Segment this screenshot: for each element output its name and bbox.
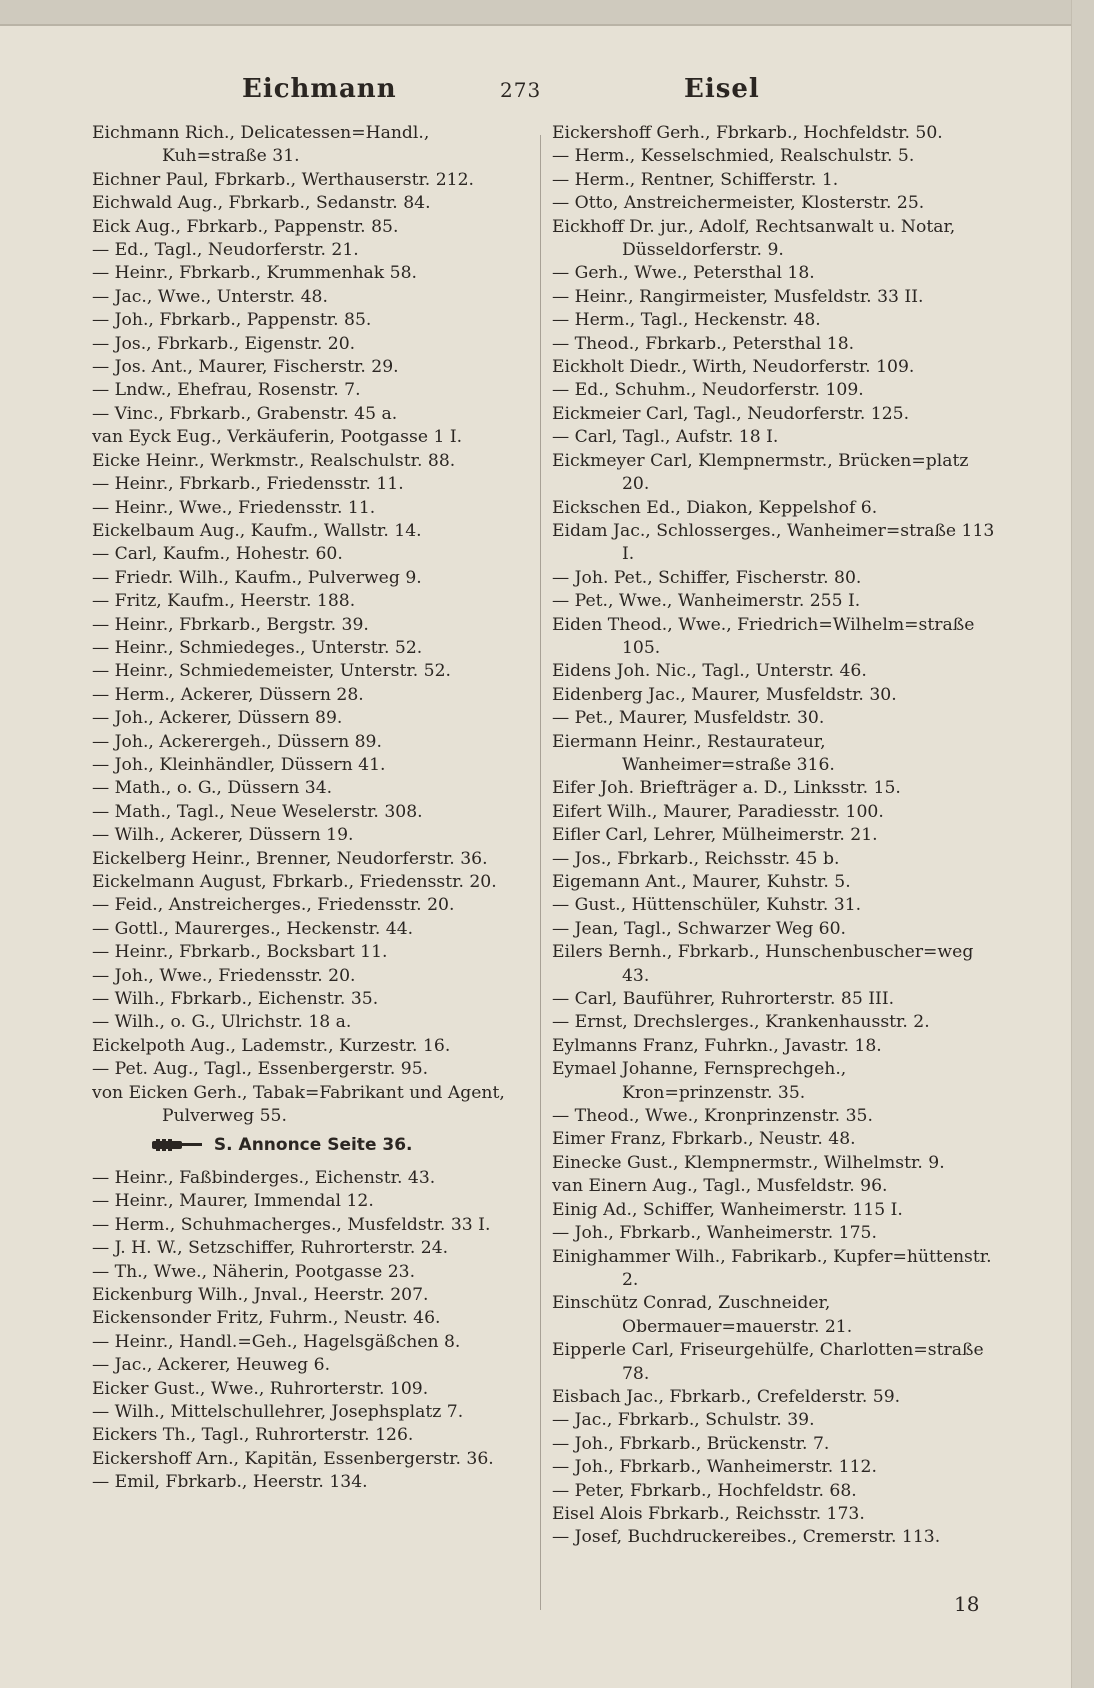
pointing-hand-icon xyxy=(152,1139,204,1151)
directory-entry: — Gottl., Maurerges., Heckenstr. 44. xyxy=(92,918,414,939)
directory-entry: — Joh., Wwe., Friedensstr. 20. xyxy=(92,965,356,986)
directory-entry: — Theod., Wwe., Kronprinzenstr. 35. xyxy=(552,1106,873,1127)
directory-entry: — Jos. Ant., Maurer, Fischerstr. 29. xyxy=(92,357,399,378)
directory-entry: — Herm., Rentner, Schifferstr. 1. xyxy=(552,169,839,190)
directory-entry: — Heinr., Schmiedemeister, Unterstr. 52. xyxy=(92,661,451,682)
directory-entry: Eidens Joh. Nic., Tagl., Unterstr. 46. xyxy=(552,661,867,682)
directory-entry: Eidam Jac., Schlosserges., Wanheimer=straße 113 I. xyxy=(552,520,995,565)
directory-entry: — Joh., Fbrkarb., Wanheimerstr. 175. xyxy=(552,1223,877,1244)
directory-entry: — Wilh., o. G., Ulrichstr. 18 a. xyxy=(92,1012,352,1033)
directory-entry: — Heinr., Maurer, Immendal 12. xyxy=(92,1191,374,1212)
directory-entry: Einig Ad., Schiffer, Wanheimerstr. 115 I. xyxy=(552,1199,903,1220)
directory-entry: von Eicken Gerh., Tabak=Fabrikant und Agent, Pulverweg 55. xyxy=(92,1082,505,1127)
directory-entry: — Jac., Wwe., Unterstr. 48. xyxy=(92,286,328,307)
directory-entry: Eichmann Rich., Delicatessen=Handl., Kuh=straße 31. xyxy=(92,123,430,167)
directory-entry: Einecke Gust., Klempnermstr., Wilhelmstr. 9. xyxy=(552,1152,945,1173)
directory-entry: Eickschen Ed., Diakon, Keppelshof 6. xyxy=(552,497,878,518)
directory-entry: — Jos., Fbrkarb., Eigenstr. 20. xyxy=(92,333,356,354)
left-entry-list xyxy=(92,122,522,1128)
directory-entry: — Fritz, Kaufm., Heerstr. 188. xyxy=(92,591,356,612)
directory-entry: — Feid., Anstreicherges., Friedensstr. 20. xyxy=(92,895,455,916)
directory-entry: Eickelbaum Aug., Kaufm., Wallstr. 14. xyxy=(92,520,422,541)
directory-entry: — Herm., Kesselschmied, Realschulstr. 5. xyxy=(552,146,915,167)
directory-entry: Eimer Franz, Fbrkarb., Neustr. 48. xyxy=(552,1129,856,1150)
directory-entry: — Emil, Fbrkarb., Heerstr. 134. xyxy=(92,1472,368,1493)
directory-entry: Eifer Joh. Briefträger a. D., Linksstr. 15. xyxy=(552,778,901,799)
directory-entry: — Heinr., Fbrkarb., Krummenhak 58. xyxy=(92,263,418,284)
directory-entry: — Pet., Maurer, Musfeldstr. 30. xyxy=(552,708,825,729)
directory-entry: Eifler Carl, Lehrer, Mülheimerstr. 21. xyxy=(552,825,878,846)
directory-entry: — Heinr., Rangirmeister, Musfeldstr. 33 II. xyxy=(552,286,924,307)
directory-entry: — Wilh., Fbrkarb., Eichenstr. 35. xyxy=(92,989,379,1010)
directory-entry: — Carl, Tagl., Aufstr. 18 I. xyxy=(552,427,779,448)
directory-entry: — Ed., Schuhm., Neudorferstr. 109. xyxy=(552,380,864,401)
directory-entry: Eilers Bernh., Fbrkarb., Hunschenbuscher=weg 43. xyxy=(552,942,974,986)
column-divider xyxy=(540,135,541,1610)
directory-entry: — Vinc., Fbrkarb., Grabenstr. 45 a. xyxy=(92,403,398,424)
directory-entry: — Heinr., Handl.=Geh., Hagelsgäßchen 8. xyxy=(92,1331,461,1352)
directory-entry: — Heinr., Schmiedeges., Unterstr. 52. xyxy=(92,637,423,658)
directory-entry: — Jean, Tagl., Schwarzer Weg 60. xyxy=(552,918,847,939)
directory-entry: — Joh., Fbrkarb., Wanheimerstr. 112. xyxy=(552,1457,877,1478)
directory-entry: — Gust., Hüttenschüler, Kuhstr. 31. xyxy=(552,895,862,916)
directory-entry: — Heinr., Faßbinderges., Eichenstr. 43. xyxy=(92,1167,436,1188)
page-right-edge xyxy=(1071,0,1094,1688)
directory-entry: Eickers Th., Tagl., Ruhrorterstr. 126. xyxy=(92,1425,414,1446)
directory-entry: — Wilh., Mittelschullehrer, Josephsplatz 7. xyxy=(92,1401,464,1422)
directory-entry: — Joh. Pet., Schiffer, Fischerstr. 80. xyxy=(552,567,862,588)
directory-entry: Eickershoff Gerh., Fbrkarb., Hochfeldstr. 50. xyxy=(552,123,943,143)
directory-entry: — Ernst, Drechslerges., Krankenhausstr. 2. xyxy=(552,1012,930,1033)
page-top-edge xyxy=(0,0,1094,26)
directory-entry: — J. H. W., Setzschiffer, Ruhrorterstr. 24. xyxy=(92,1238,449,1259)
header-left-catchword: Eichmann xyxy=(242,74,397,104)
directory-entry: — Josef, Buchdruckereibes., Cremerstr. 113. xyxy=(552,1527,941,1548)
directory-entry: Eichwald Aug., Fbrkarb., Sedanstr. 84. xyxy=(92,193,431,214)
left-entry-list-after xyxy=(92,1167,522,1495)
directory-entry: Eisbach Jac., Fbrkarb., Crefelderstr. 59. xyxy=(552,1386,901,1407)
directory-entry: Eickelpoth Aug., Lademstr., Kurzestr. 16. xyxy=(92,1035,451,1056)
directory-entry: — Otto, Anstreichermeister, Klosterstr. 25. xyxy=(552,193,925,214)
left-column xyxy=(92,122,522,1592)
directory-entry: — Herm., Tagl., Heckenstr. 48. xyxy=(552,310,821,331)
directory-entry: — Lndw., Ehefrau, Rosenstr. 7. xyxy=(92,380,361,401)
directory-entry: — Joh., Kleinhändler, Düssern 41. xyxy=(92,754,386,775)
directory-entry: Eylmanns Franz, Fuhrkn., Javastr. 18. xyxy=(552,1035,882,1056)
directory-entry: — Jos., Fbrkarb., Reichsstr. 45 b. xyxy=(552,848,840,869)
directory-entry: van Eyck Eug., Verkäuferin, Pootgasse 1 I. xyxy=(92,427,463,448)
directory-entry: Eipperle Carl, Friseurgehülfe, Charlotten=straße 78. xyxy=(552,1340,984,1384)
directory-entry: Eickelmann August, Fbrkarb., Friedensstr. 20. xyxy=(92,872,497,892)
annonce-note xyxy=(92,1134,522,1157)
directory-entry: van Einern Aug., Tagl., Musfeldstr. 96. xyxy=(552,1176,888,1197)
directory-entry: Eickholt Diedr., Wirth, Neudorferstr. 109. xyxy=(552,357,915,378)
directory-entry: — Herm., Ackerer, Düssern 28. xyxy=(92,684,364,705)
directory-entry: — Heinr., Wwe., Friedensstr. 11. xyxy=(92,497,376,518)
directory-entry: Eicke Heinr., Werkmstr., Realschulstr. 88. xyxy=(92,450,456,471)
directory-entry: — Math., Tagl., Neue Weselerstr. 308. xyxy=(92,801,423,822)
directory-entry: Eick Aug., Fbrkarb., Pappenstr. 85. xyxy=(92,216,399,237)
directory-entry: — Heinr., Fbrkarb., Bocksbart 11. xyxy=(92,942,388,963)
directory-entry: Eickensonder Fritz, Fuhrm., Neustr. 46. xyxy=(92,1308,441,1329)
directory-entry: — Friedr. Wilh., Kaufm., Pulverweg 9. xyxy=(92,567,422,588)
directory-entry: Eiermann Heinr., Restaurateur, Wanheimer=straße 316. xyxy=(552,731,835,775)
page-number: 273 xyxy=(500,78,542,102)
directory-entry: — Heinr., Fbrkarb., Friedensstr. 11. xyxy=(92,474,404,495)
directory-entry: Eicker Gust., Wwe., Ruhrorterstr. 109. xyxy=(92,1378,429,1399)
directory-entry: Einighammer Wilh., Fabrikarb., Kupfer=hüttenstr. 2. xyxy=(552,1246,992,1290)
directory-entry: — Heinr., Fbrkarb., Bergstr. 39. xyxy=(92,614,369,635)
directory-entry: — Carl, Kaufm., Hohestr. 60. xyxy=(92,544,343,565)
directory-entry: — Peter, Fbrkarb., Hochfeldstr. 68. xyxy=(552,1480,857,1501)
directory-entry: — Math., o. G., Düssern 34. xyxy=(92,778,333,799)
directory-entry: — Ed., Tagl., Neudorferstr. 21. xyxy=(92,240,359,261)
directory-entry: Eiden Theod., Wwe., Friedrich=Wilhelm=straße 105. xyxy=(552,614,975,658)
directory-entry: — Pet., Wwe., Wanheimerstr. 255 I. xyxy=(552,591,861,612)
directory-entry: — Wilh., Ackerer, Düssern 19. xyxy=(92,825,354,846)
directory-entry: Eisel Alois Fbrkarb., Reichsstr. 173. xyxy=(552,1503,865,1524)
right-entry-list xyxy=(552,122,1000,1550)
directory-entry: Eidenberg Jac., Maurer, Musfeldstr. 30. xyxy=(552,684,897,705)
directory-entry: — Herm., Schuhmacherges., Musfeldstr. 33 I. xyxy=(92,1214,491,1235)
directory-entry: — Pet. Aug., Tagl., Essenbergerstr. 95. xyxy=(92,1059,429,1080)
directory-entry: — Joh., Ackerergeh., Düssern 89. xyxy=(92,731,382,752)
header-right-catchword: Eisel xyxy=(684,74,760,104)
directory-entry: — Jac., Fbrkarb., Schulstr. 39. xyxy=(552,1410,815,1431)
directory-entry: Eigemann Ant., Maurer, Kuhstr. 5. xyxy=(552,872,851,892)
directory-entry: — Jac., Ackerer, Heuweg 6. xyxy=(92,1355,331,1376)
directory-entry: Eickmeyer Carl, Klempnermstr., Brücken=platz 20. xyxy=(552,450,969,495)
directory-entry: Eickmeier Carl, Tagl., Neudorferstr. 125. xyxy=(552,403,910,424)
directory-entry: Eickershoff Arn., Kapitän, Essenbergerstr. 36. xyxy=(92,1448,494,1469)
directory-entry: — Gerh., Wwe., Petersthal 18. xyxy=(552,263,815,284)
directory-entry: Einschütz Conrad, Zuschneider, Obermauer=mauerstr. 21. xyxy=(552,1293,853,1337)
directory-entry: — Th., Wwe., Näherin, Pootgasse 23. xyxy=(92,1261,416,1282)
annonce-text: S. Annonce Seite 36. xyxy=(213,1135,413,1156)
directory-entry: Eickhoff Dr. jur., Adolf, Rechtsanwalt u. Notar, Düsseldorferstr. 9. xyxy=(552,216,956,261)
right-column xyxy=(552,122,1000,1592)
directory-entry: — Joh., Ackerer, Düssern 89. xyxy=(92,708,343,729)
directory-entry: Eichner Paul, Fbrkarb., Werthauserstr. 212. xyxy=(92,169,475,190)
directory-entry: Eymael Johanne, Fernsprechgeh., Kron=prinzenstr. 35. xyxy=(552,1059,847,1103)
directory-entry: — Joh., Fbrkarb., Brückenstr. 7. xyxy=(552,1433,830,1454)
directory-entry: — Carl, Bauführer, Ruhrorterstr. 85 III. xyxy=(552,989,895,1010)
directory-entry: — Theod., Fbrkarb., Petersthal 18. xyxy=(552,333,855,354)
directory-entry: Eickelberg Heinr., Brenner, Neudorferstr. 36. xyxy=(92,848,488,869)
directory-entry: Eickenburg Wilh., Jnval., Heerstr. 207. xyxy=(92,1284,429,1305)
directory-entry: Eifert Wilh., Maurer, Paradiesstr. 100. xyxy=(552,801,884,822)
running-header xyxy=(0,74,1094,114)
signature-number: 18 xyxy=(954,1592,980,1616)
directory-entry: — Joh., Fbrkarb., Pappenstr. 85. xyxy=(92,310,372,331)
